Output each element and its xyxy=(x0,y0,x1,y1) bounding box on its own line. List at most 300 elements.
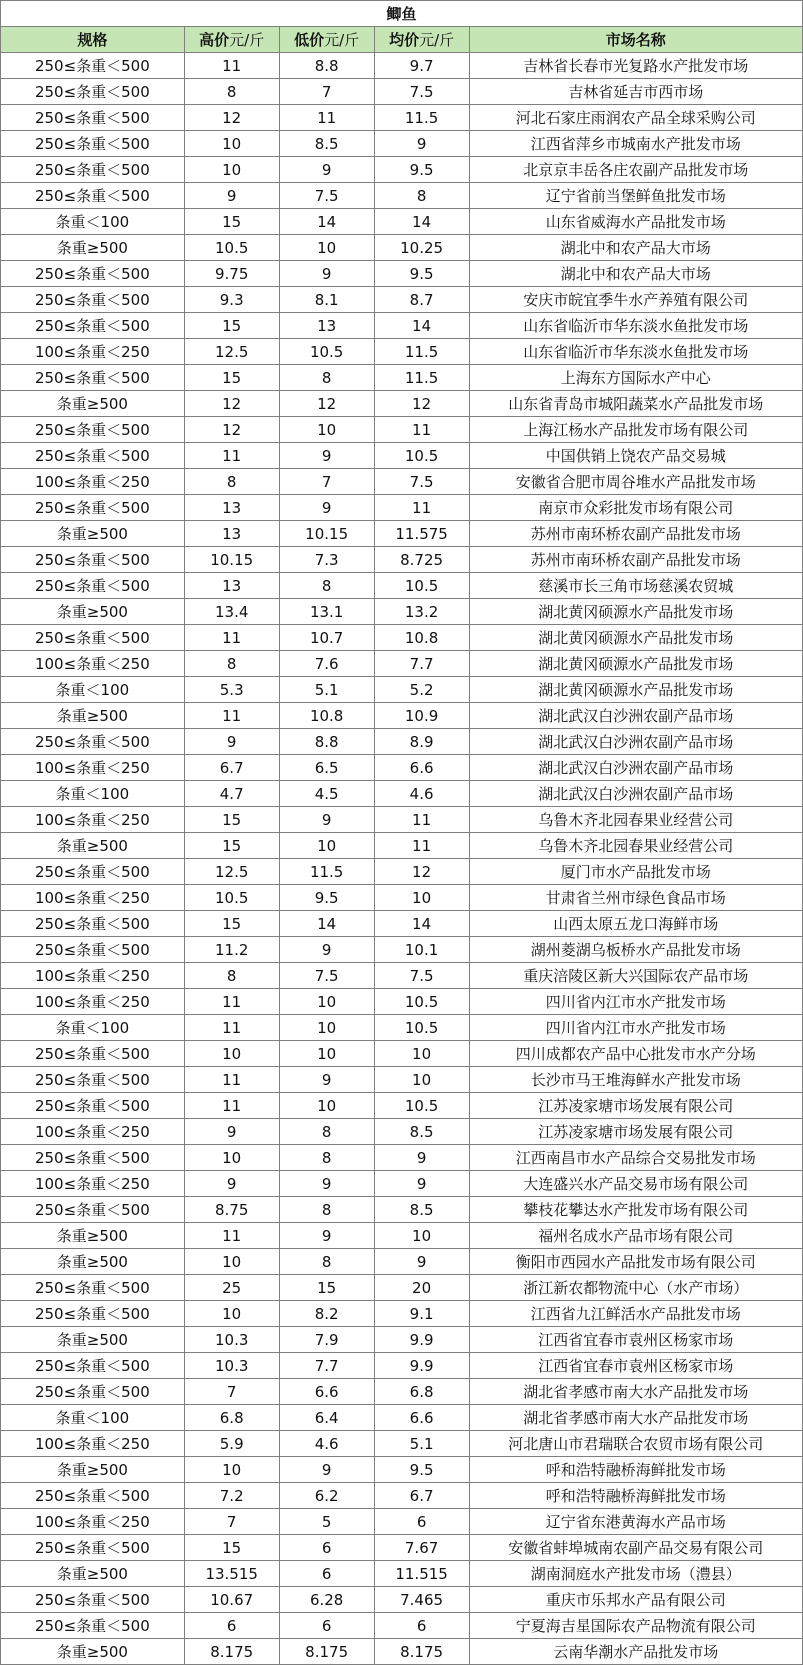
table-row xyxy=(1,547,803,573)
cell-market-name: 四川省内江市水产批发市场 xyxy=(469,989,802,1015)
cell-spec: 100≤条重＜250 xyxy=(1,1119,185,1145)
cell-low-price: 10 xyxy=(279,1093,374,1119)
cell-spec: 条重≥500 xyxy=(1,1223,185,1249)
cell-low-price: 6.2 xyxy=(279,1483,374,1509)
cell-low-price: 6.4 xyxy=(279,1405,374,1431)
cell-market-name: 中国供销上饶农产品交易城 xyxy=(469,443,802,469)
table-row xyxy=(1,365,803,391)
cell-high-price: 9 xyxy=(184,1171,279,1197)
cell-high-price: 25 xyxy=(184,1275,279,1301)
cell-low-price: 8 xyxy=(279,1119,374,1145)
table-row xyxy=(1,1041,803,1067)
cell-market-name: 江西省九江鲜活水产品批发市场 xyxy=(469,1301,802,1327)
cell-low-price: 9.5 xyxy=(279,885,374,911)
cell-low-price: 8 xyxy=(279,365,374,391)
cell-high-price: 10 xyxy=(184,1249,279,1275)
col-header-high-label: 高价 xyxy=(199,30,230,49)
cell-low-price: 7.5 xyxy=(279,963,374,989)
cell-market-name: 慈溪市长三角市场慈溪农贸城 xyxy=(469,573,802,599)
cell-spec: 条重＜100 xyxy=(1,781,185,807)
cell-high-price: 11 xyxy=(184,1067,279,1093)
cell-spec: 250≤条重＜500 xyxy=(1,911,185,937)
cell-market-name: 呼和浩特融桥海鲜批发市场 xyxy=(469,1483,802,1509)
cell-spec: 100≤条重＜250 xyxy=(1,1171,185,1197)
cell-avg-price: 14 xyxy=(374,911,469,937)
cell-market-name: 浙江新农都物流中心（水产市场） xyxy=(469,1275,802,1301)
cell-high-price: 10 xyxy=(184,131,279,157)
table-row xyxy=(1,53,803,79)
table-row xyxy=(1,521,803,547)
cell-spec: 250≤条重＜500 xyxy=(1,1535,185,1561)
cell-low-price: 15 xyxy=(279,1275,374,1301)
cell-high-price: 8 xyxy=(184,469,279,495)
cell-market-name: 苏州市南环桥农副产品批发市场 xyxy=(469,547,802,573)
cell-low-price: 13 xyxy=(279,313,374,339)
cell-market-name: 湖北省孝感市南大水产品批发市场 xyxy=(469,1405,802,1431)
cell-market-name: 山东省临沂市华东淡水鱼批发市场 xyxy=(469,339,802,365)
cell-avg-price: 8.5 xyxy=(374,1119,469,1145)
table-row xyxy=(1,1587,803,1613)
cell-market-name: 湖北武汉白沙洲农副产品市场 xyxy=(469,755,802,781)
cell-high-price: 8.75 xyxy=(184,1197,279,1223)
cell-low-price: 7 xyxy=(279,79,374,105)
cell-market-name: 山西太原五龙口海鲜市场 xyxy=(469,911,802,937)
table-row xyxy=(1,1561,803,1587)
cell-market-name: 湖北武汉白沙洲农副产品市场 xyxy=(469,781,802,807)
cell-avg-price: 10.5 xyxy=(374,1093,469,1119)
table-row xyxy=(1,1509,803,1535)
cell-avg-price: 20 xyxy=(374,1275,469,1301)
cell-market-name: 吉林省延吉市西市场 xyxy=(469,79,802,105)
cell-low-price: 10.7 xyxy=(279,625,374,651)
cell-low-price: 9 xyxy=(279,495,374,521)
table-row xyxy=(1,1145,803,1171)
cell-low-price: 9 xyxy=(279,1067,374,1093)
cell-high-price: 10.5 xyxy=(184,885,279,911)
cell-spec: 250≤条重＜500 xyxy=(1,287,185,313)
cell-market-name: 辽宁省东港黄海水产品市场 xyxy=(469,1509,802,1535)
cell-spec: 250≤条重＜500 xyxy=(1,1041,185,1067)
cell-low-price: 5 xyxy=(279,1509,374,1535)
cell-low-price: 5.1 xyxy=(279,677,374,703)
cell-spec: 100≤条重＜250 xyxy=(1,963,185,989)
cell-market-name: 湖北黄冈硕源水产品批发市场 xyxy=(469,625,802,651)
cell-spec: 100≤条重＜250 xyxy=(1,339,185,365)
table-row xyxy=(1,79,803,105)
cell-spec: 250≤条重＜500 xyxy=(1,1379,185,1405)
cell-market-name: 安徽省合肥市周谷堆水产品批发市场 xyxy=(469,469,802,495)
cell-spec: 250≤条重＜500 xyxy=(1,1613,185,1639)
cell-low-price: 9 xyxy=(279,937,374,963)
table-row xyxy=(1,1171,803,1197)
cell-market-name: 重庆市乐邦水产品有限公司 xyxy=(469,1587,802,1613)
cell-high-price: 13 xyxy=(184,521,279,547)
cell-low-price: 6.6 xyxy=(279,1379,374,1405)
cell-market-name: 湖州菱湖乌板桥水产品批发市场 xyxy=(469,937,802,963)
cell-market-name: 北京京丰岳各庄农副产品批发市场 xyxy=(469,157,802,183)
cell-high-price: 7 xyxy=(184,1509,279,1535)
cell-high-price: 11 xyxy=(184,443,279,469)
cell-low-price: 8 xyxy=(279,1249,374,1275)
cell-avg-price: 9.5 xyxy=(374,157,469,183)
cell-spec: 250≤条重＜500 xyxy=(1,79,185,105)
cell-spec: 条重≥500 xyxy=(1,1327,185,1353)
cell-high-price: 9 xyxy=(184,1119,279,1145)
cell-high-price: 4.7 xyxy=(184,781,279,807)
table-row xyxy=(1,963,803,989)
cell-avg-price: 5.2 xyxy=(374,677,469,703)
cell-avg-price: 10.5 xyxy=(374,989,469,1015)
cell-low-price: 10 xyxy=(279,417,374,443)
cell-avg-price: 7.465 xyxy=(374,1587,469,1613)
cell-high-price: 12 xyxy=(184,391,279,417)
cell-high-price: 13.4 xyxy=(184,599,279,625)
table-row xyxy=(1,1301,803,1327)
table-row xyxy=(1,261,803,287)
cell-avg-price: 8.725 xyxy=(374,547,469,573)
cell-market-name: 湖北黄冈硕源水产品批发市场 xyxy=(469,677,802,703)
table-row xyxy=(1,833,803,859)
cell-market-name: 江西省宜春市袁州区杨家市场 xyxy=(469,1353,802,1379)
cell-market-name: 呼和浩特融桥海鲜批发市场 xyxy=(469,1457,802,1483)
cell-market-name: 湖北黄冈硕源水产品批发市场 xyxy=(469,599,802,625)
table-row xyxy=(1,625,803,651)
cell-low-price: 11.5 xyxy=(279,859,374,885)
cell-high-price: 11 xyxy=(184,53,279,79)
table-row xyxy=(1,1119,803,1145)
cell-avg-price: 10.1 xyxy=(374,937,469,963)
cell-avg-price: 11.5 xyxy=(374,365,469,391)
table-row xyxy=(1,1275,803,1301)
cell-market-name: 安徽省蚌埠城南农副产品交易有限公司 xyxy=(469,1535,802,1561)
cell-market-name: 厦门市水产品批发市场 xyxy=(469,859,802,885)
cell-avg-price: 11 xyxy=(374,495,469,521)
cell-low-price: 8.2 xyxy=(279,1301,374,1327)
cell-high-price: 10.67 xyxy=(184,1587,279,1613)
cell-avg-price: 11 xyxy=(374,807,469,833)
cell-spec: 250≤条重＜500 xyxy=(1,937,185,963)
col-header-high xyxy=(184,27,279,53)
cell-market-name: 湖北武汉白沙洲农副产品市场 xyxy=(469,729,802,755)
cell-high-price: 15 xyxy=(184,1535,279,1561)
table-row xyxy=(1,1431,803,1457)
cell-spec: 条重≥500 xyxy=(1,833,185,859)
cell-low-price: 7.3 xyxy=(279,547,374,573)
cell-spec: 250≤条重＜500 xyxy=(1,157,185,183)
cell-avg-price: 13.2 xyxy=(374,599,469,625)
cell-market-name: 江苏凌家塘市场发展有限公司 xyxy=(469,1119,802,1145)
cell-high-price: 7.2 xyxy=(184,1483,279,1509)
cell-low-price: 6.5 xyxy=(279,755,374,781)
cell-spec: 条重≥500 xyxy=(1,1639,185,1665)
cell-low-price: 13.1 xyxy=(279,599,374,625)
cell-avg-price: 10.5 xyxy=(374,573,469,599)
cell-spec: 100≤条重＜250 xyxy=(1,469,185,495)
cell-high-price: 10.3 xyxy=(184,1327,279,1353)
cell-spec: 250≤条重＜500 xyxy=(1,417,185,443)
cell-high-price: 15 xyxy=(184,833,279,859)
col-header-low-unit: 元/斤 xyxy=(324,30,360,49)
cell-spec: 100≤条重＜250 xyxy=(1,807,185,833)
cell-low-price: 8 xyxy=(279,573,374,599)
cell-spec: 250≤条重＜500 xyxy=(1,625,185,651)
cell-market-name: 河北唐山市君瑞联合农贸市场有限公司 xyxy=(469,1431,802,1457)
cell-low-price: 10 xyxy=(279,235,374,261)
cell-spec: 250≤条重＜500 xyxy=(1,443,185,469)
cell-market-name: 山东省临沂市华东淡水鱼批发市场 xyxy=(469,313,802,339)
cell-market-name: 吉林省长春市光复路水产批发市场 xyxy=(469,53,802,79)
cell-spec: 250≤条重＜500 xyxy=(1,1275,185,1301)
table-row xyxy=(1,1093,803,1119)
cell-high-price: 15 xyxy=(184,911,279,937)
cell-spec: 100≤条重＜250 xyxy=(1,1431,185,1457)
cell-high-price: 12.5 xyxy=(184,339,279,365)
cell-avg-price: 8.175 xyxy=(374,1639,469,1665)
cell-low-price: 6 xyxy=(279,1535,374,1561)
col-header-high-unit: 元/斤 xyxy=(229,30,265,49)
table-row xyxy=(1,1379,803,1405)
cell-low-price: 8 xyxy=(279,1145,374,1171)
table-row xyxy=(1,131,803,157)
cell-high-price: 8 xyxy=(184,963,279,989)
cell-avg-price: 11.5 xyxy=(374,339,469,365)
cell-spec: 条重＜100 xyxy=(1,677,185,703)
cell-avg-price: 7.67 xyxy=(374,1535,469,1561)
cell-high-price: 11 xyxy=(184,1015,279,1041)
cell-spec: 250≤条重＜500 xyxy=(1,183,185,209)
cell-avg-price: 6 xyxy=(374,1613,469,1639)
cell-high-price: 11 xyxy=(184,1093,279,1119)
cell-high-price: 6.8 xyxy=(184,1405,279,1431)
cell-low-price: 6 xyxy=(279,1561,374,1587)
cell-avg-price: 11 xyxy=(374,417,469,443)
cell-high-price: 7 xyxy=(184,1379,279,1405)
table-row xyxy=(1,1457,803,1483)
cell-market-name: 乌鲁木齐北园春果业经营公司 xyxy=(469,833,802,859)
col-header-avg xyxy=(374,27,469,53)
cell-market-name: 大连盛兴水产品交易市场有限公司 xyxy=(469,1171,802,1197)
cell-high-price: 15 xyxy=(184,209,279,235)
table-row xyxy=(1,599,803,625)
cell-low-price: 4.5 xyxy=(279,781,374,807)
cell-high-price: 13 xyxy=(184,573,279,599)
cell-avg-price: 7.5 xyxy=(374,469,469,495)
cell-market-name: 山东省青岛市城阳蔬菜水产品批发市场 xyxy=(469,391,802,417)
cell-market-name: 四川省内江市水产批发市场 xyxy=(469,1015,802,1041)
cell-avg-price: 9.5 xyxy=(374,1457,469,1483)
cell-high-price: 10 xyxy=(184,1301,279,1327)
cell-market-name: 福州名成水产品市场有限公司 xyxy=(469,1223,802,1249)
cell-high-price: 10.5 xyxy=(184,235,279,261)
cell-avg-price: 12 xyxy=(374,391,469,417)
cell-avg-price: 9.5 xyxy=(374,261,469,287)
cell-spec: 250≤条重＜500 xyxy=(1,1093,185,1119)
cell-market-name: 长沙市马王堆海鲜水产批发市场 xyxy=(469,1067,802,1093)
cell-high-price: 10.3 xyxy=(184,1353,279,1379)
table-row xyxy=(1,573,803,599)
cell-avg-price: 8.5 xyxy=(374,1197,469,1223)
cell-spec: 250≤条重＜500 xyxy=(1,365,185,391)
cell-market-name: 安庆市皖宜季牛水产养殖有限公司 xyxy=(469,287,802,313)
cell-spec: 250≤条重＜500 xyxy=(1,1353,185,1379)
cell-avg-price: 10.5 xyxy=(374,1015,469,1041)
cell-spec: 250≤条重＜500 xyxy=(1,547,185,573)
cell-avg-price: 11.515 xyxy=(374,1561,469,1587)
table-row xyxy=(1,781,803,807)
cell-high-price: 8 xyxy=(184,651,279,677)
table-row xyxy=(1,105,803,131)
cell-spec: 250≤条重＜500 xyxy=(1,53,185,79)
cell-avg-price: 6.8 xyxy=(374,1379,469,1405)
cell-low-price: 6.28 xyxy=(279,1587,374,1613)
cell-market-name: 甘肃省兰州市绿色食品市场 xyxy=(469,885,802,911)
cell-avg-price: 10 xyxy=(374,885,469,911)
cell-avg-price: 9 xyxy=(374,1171,469,1197)
cell-spec: 条重≥500 xyxy=(1,235,185,261)
table-row xyxy=(1,1015,803,1041)
cell-low-price: 7.9 xyxy=(279,1327,374,1353)
cell-high-price: 10.15 xyxy=(184,547,279,573)
table-row xyxy=(1,885,803,911)
table-body xyxy=(1,53,803,1665)
col-header-spec: 规格 xyxy=(1,27,185,53)
table-row xyxy=(1,1223,803,1249)
cell-spec: 条重＜100 xyxy=(1,209,185,235)
cell-high-price: 15 xyxy=(184,807,279,833)
cell-low-price: 14 xyxy=(279,209,374,235)
cell-high-price: 9.75 xyxy=(184,261,279,287)
cell-market-name: 江苏凌家塘市场发展有限公司 xyxy=(469,1093,802,1119)
cell-spec: 250≤条重＜500 xyxy=(1,729,185,755)
cell-spec: 250≤条重＜500 xyxy=(1,495,185,521)
cell-low-price: 10.5 xyxy=(279,339,374,365)
cell-market-name: 湖北黄冈硕源水产品批发市场 xyxy=(469,651,802,677)
cell-spec: 100≤条重＜250 xyxy=(1,1509,185,1535)
table-row xyxy=(1,313,803,339)
cell-market-name: 湖南洞庭水产批发市场（澧县） xyxy=(469,1561,802,1587)
cell-avg-price: 12 xyxy=(374,859,469,885)
cell-low-price: 10 xyxy=(279,989,374,1015)
cell-market-name: 河北石家庄雨润农产品全球采购公司 xyxy=(469,105,802,131)
table-row xyxy=(1,183,803,209)
table-row xyxy=(1,1535,803,1561)
cell-high-price: 11 xyxy=(184,703,279,729)
table-row xyxy=(1,391,803,417)
cell-avg-price: 7.5 xyxy=(374,79,469,105)
cell-avg-price: 9 xyxy=(374,131,469,157)
cell-low-price: 11 xyxy=(279,105,374,131)
cell-market-name: 湖北中和农产品大市场 xyxy=(469,235,802,261)
cell-market-name: 湖北省孝感市南大水产品批发市场 xyxy=(469,1379,802,1405)
cell-spec: 条重≥500 xyxy=(1,1561,185,1587)
cell-spec: 250≤条重＜500 xyxy=(1,859,185,885)
cell-spec: 条重＜100 xyxy=(1,1015,185,1041)
cell-market-name: 重庆涪陵区新大兴国际农产品市场 xyxy=(469,963,802,989)
cell-market-name: 衡阳市西园水产品批发市场有限公司 xyxy=(469,1249,802,1275)
cell-spec: 条重＜100 xyxy=(1,1405,185,1431)
cell-spec: 250≤条重＜500 xyxy=(1,1483,185,1509)
cell-low-price: 9 xyxy=(279,157,374,183)
cell-spec: 250≤条重＜500 xyxy=(1,1145,185,1171)
cell-avg-price: 10 xyxy=(374,1067,469,1093)
col-header-low xyxy=(279,27,374,53)
cell-low-price: 6 xyxy=(279,1613,374,1639)
cell-avg-price: 6.6 xyxy=(374,1405,469,1431)
cell-spec: 250≤条重＜500 xyxy=(1,1197,185,1223)
cell-spec: 条重≥500 xyxy=(1,1457,185,1483)
cell-avg-price: 8.9 xyxy=(374,729,469,755)
table-row xyxy=(1,677,803,703)
cell-low-price: 10 xyxy=(279,1015,374,1041)
cell-low-price: 8 xyxy=(279,1197,374,1223)
cell-low-price: 8.175 xyxy=(279,1639,374,1665)
col-header-low-label: 低价 xyxy=(294,30,325,49)
cell-spec: 250≤条重＜500 xyxy=(1,573,185,599)
cell-spec: 100≤条重＜250 xyxy=(1,885,185,911)
cell-low-price: 9 xyxy=(279,261,374,287)
cell-avg-price: 10.25 xyxy=(374,235,469,261)
cell-market-name: 四川成都农产品中心批发市水产分场 xyxy=(469,1041,802,1067)
cell-market-name: 山东省威海水产品批发市场 xyxy=(469,209,802,235)
cell-avg-price: 6.6 xyxy=(374,755,469,781)
cell-low-price: 8.8 xyxy=(279,729,374,755)
cell-market-name: 江西省宜春市袁州区杨家市场 xyxy=(469,1327,802,1353)
table-row xyxy=(1,287,803,313)
cell-high-price: 11 xyxy=(184,625,279,651)
cell-market-name: 湖北武汉白沙洲农副产品市场 xyxy=(469,703,802,729)
cell-spec: 条重≥500 xyxy=(1,521,185,547)
table-row xyxy=(1,339,803,365)
cell-low-price: 14 xyxy=(279,911,374,937)
cell-market-name: 宁夏海吉星国际农产品物流有限公司 xyxy=(469,1613,802,1639)
cell-market-name: 云南华潮水产品批发市场 xyxy=(469,1639,802,1665)
cell-high-price: 10 xyxy=(184,157,279,183)
cell-avg-price: 9.1 xyxy=(374,1301,469,1327)
cell-avg-price: 9 xyxy=(374,1249,469,1275)
col-header-market: 市场名称 xyxy=(469,27,802,53)
cell-high-price: 8.175 xyxy=(184,1639,279,1665)
cell-high-price: 8 xyxy=(184,79,279,105)
col-header-avg-unit: 元/斤 xyxy=(419,30,455,49)
table-row xyxy=(1,651,803,677)
cell-avg-price: 11 xyxy=(374,833,469,859)
cell-avg-price: 10 xyxy=(374,1041,469,1067)
cell-low-price: 9 xyxy=(279,443,374,469)
table-row xyxy=(1,937,803,963)
cell-low-price: 4.6 xyxy=(279,1431,374,1457)
cell-low-price: 8.5 xyxy=(279,131,374,157)
cell-high-price: 9.3 xyxy=(184,287,279,313)
table-row xyxy=(1,1405,803,1431)
cell-spec: 条重≥500 xyxy=(1,391,185,417)
cell-spec: 100≤条重＜250 xyxy=(1,651,185,677)
cell-high-price: 15 xyxy=(184,365,279,391)
cell-avg-price: 4.6 xyxy=(374,781,469,807)
table-row xyxy=(1,157,803,183)
cell-high-price: 11 xyxy=(184,989,279,1015)
header-row xyxy=(1,27,803,53)
cell-market-name: 湖北中和农产品大市场 xyxy=(469,261,802,287)
table-row xyxy=(1,1353,803,1379)
table-row xyxy=(1,1327,803,1353)
table-row xyxy=(1,703,803,729)
cell-spec: 100≤条重＜250 xyxy=(1,755,185,781)
cell-high-price: 12 xyxy=(184,417,279,443)
table-row xyxy=(1,209,803,235)
table-row xyxy=(1,1639,803,1665)
cell-high-price: 13.515 xyxy=(184,1561,279,1587)
cell-spec: 条重≥500 xyxy=(1,703,185,729)
